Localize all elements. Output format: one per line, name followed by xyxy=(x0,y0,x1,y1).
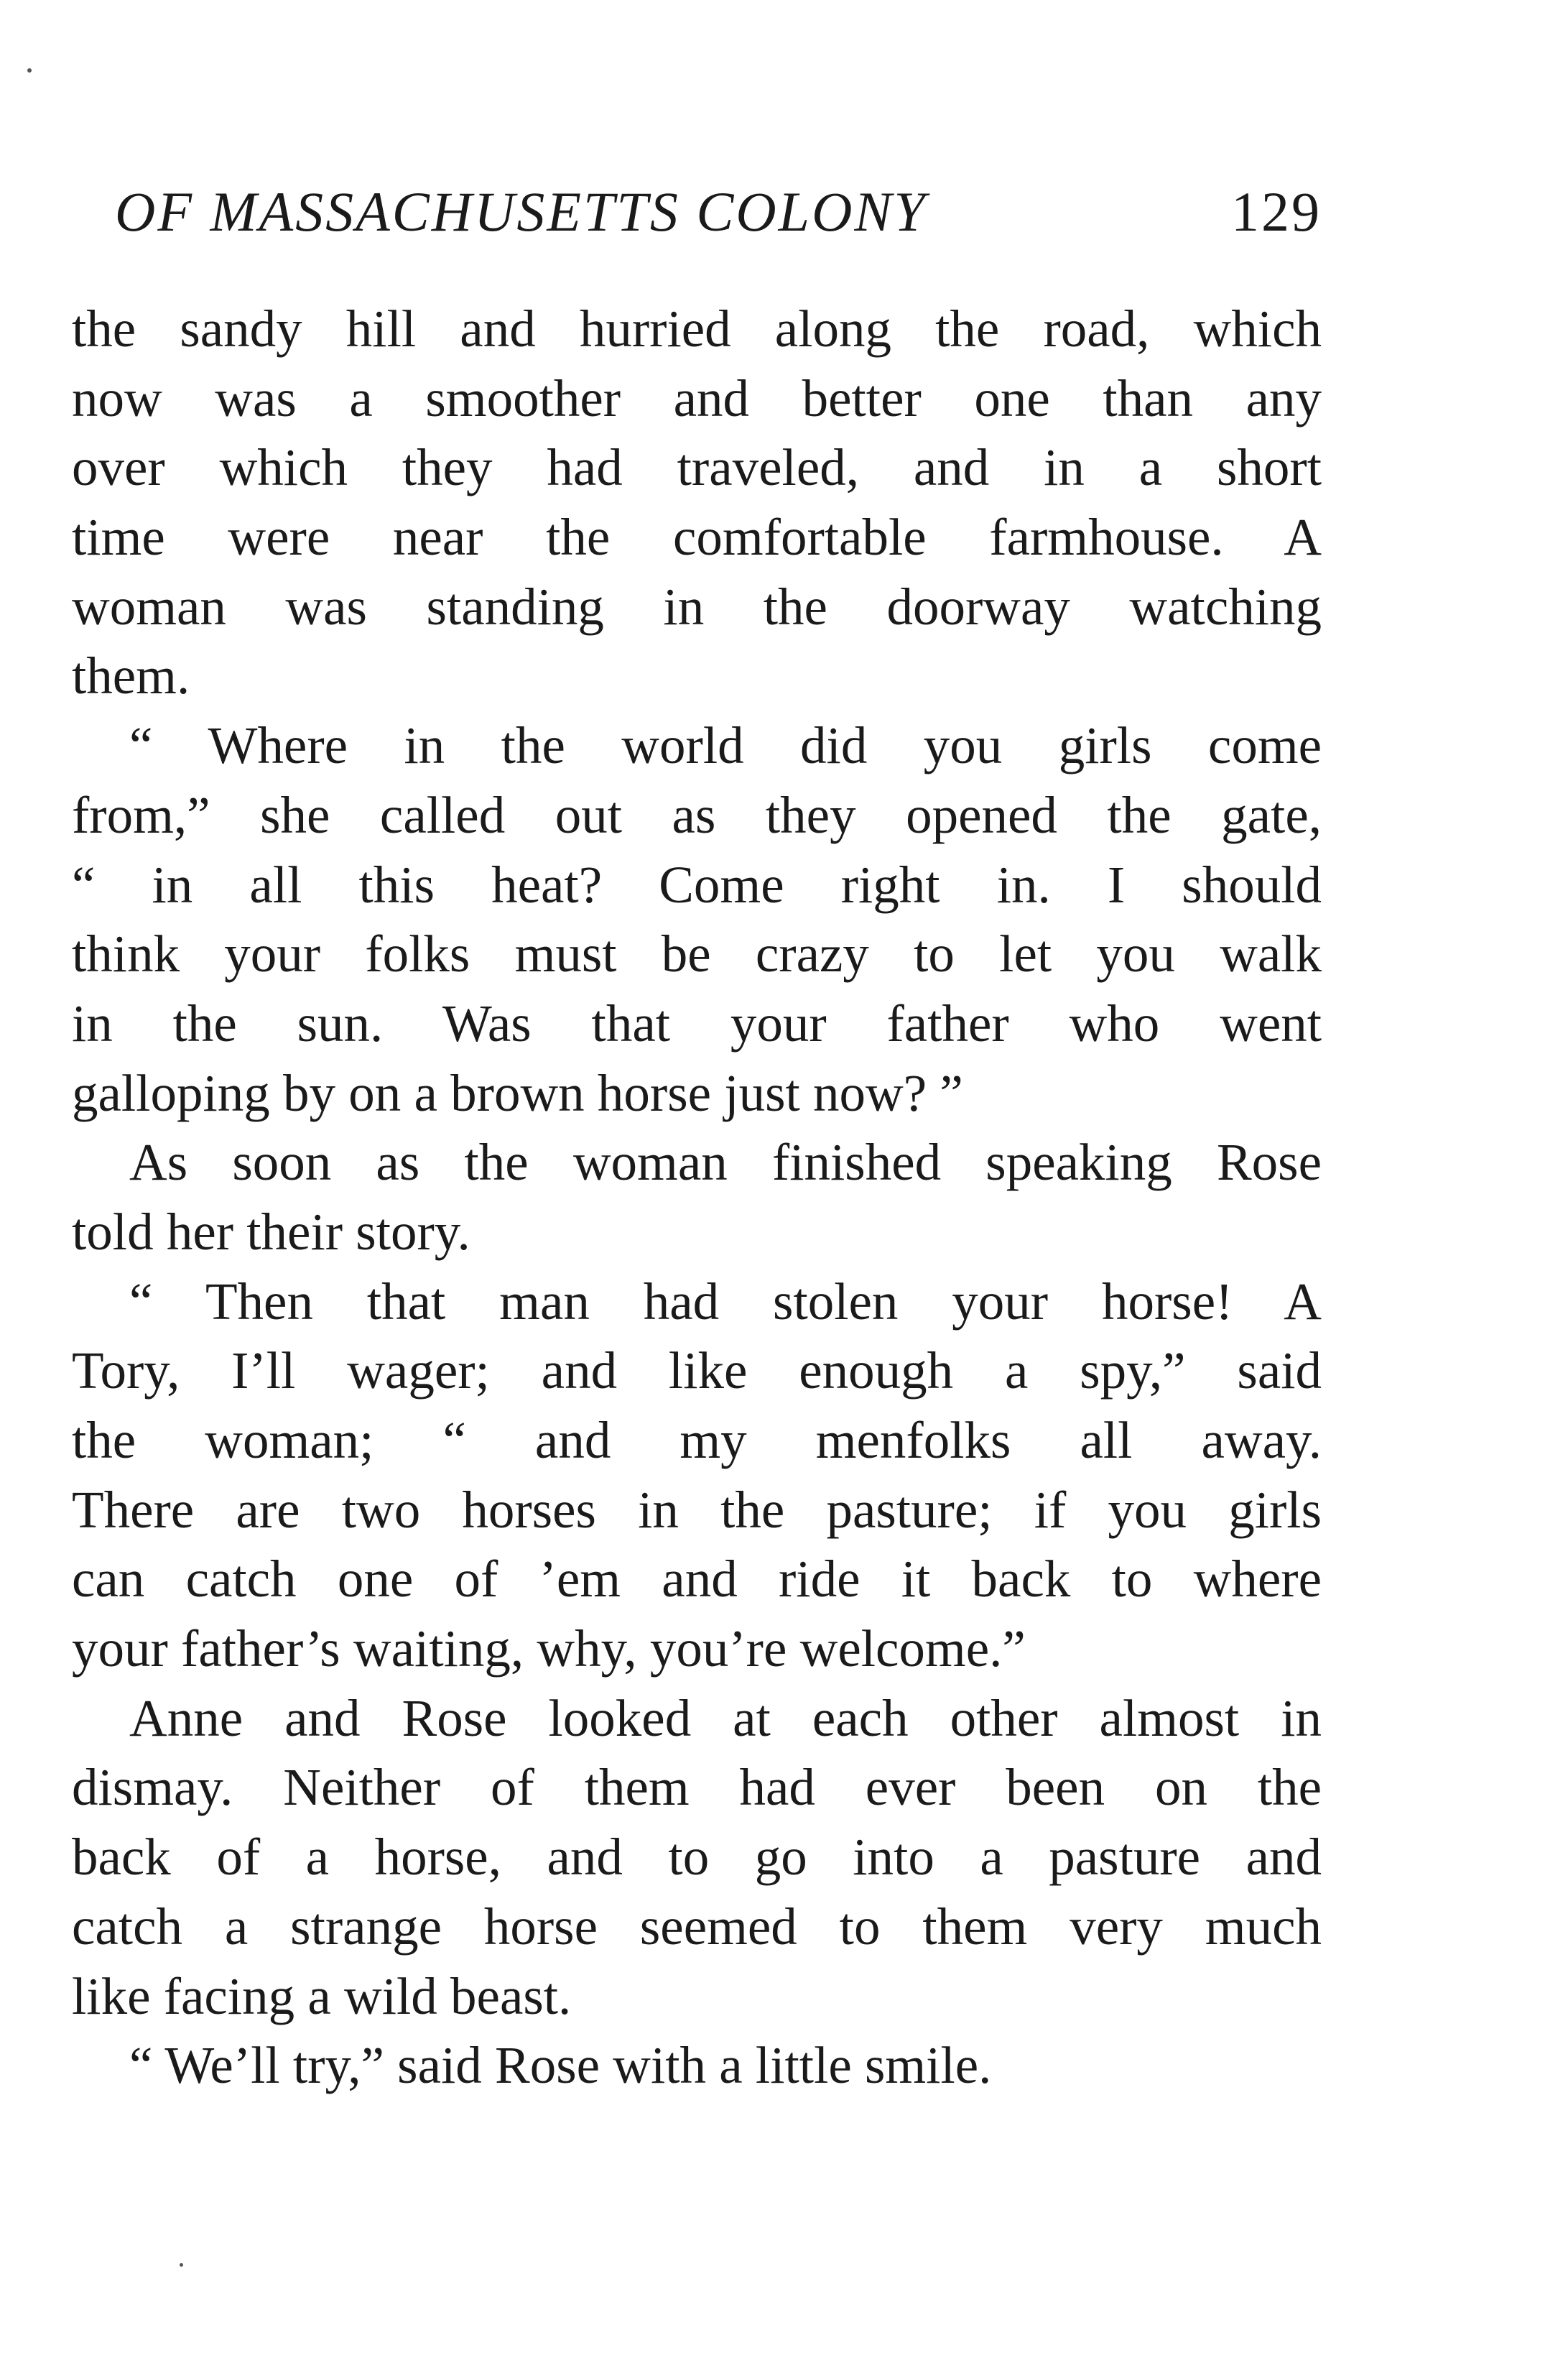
text-line: in the sun. Was that your father who went xyxy=(72,994,1322,1053)
text-line: “ Then that man had stolen your horse! A xyxy=(129,1272,1322,1331)
text-line: told her their story. xyxy=(72,1202,470,1261)
body-text xyxy=(72,295,1322,2101)
text-line: now was a smoother and better one than any xyxy=(72,369,1322,427)
text-line: the woman; “ and my menfolks all away. xyxy=(72,1411,1322,1469)
text-line: dismay. Neither of them had ever been on the xyxy=(72,1758,1322,1817)
text-line: Anne and Rose looked at each other almost in xyxy=(129,1688,1322,1747)
text-line: Tory, I’ll wager; and like enough a spy,” said xyxy=(72,1341,1322,1400)
text-line: “ We’ll try,” said Rose with a little smile. xyxy=(129,2036,992,2095)
running-head: OF MASSACHUSETTS COLONY xyxy=(115,180,927,243)
page-header xyxy=(115,180,1322,259)
text-line: back of a horse, and to go into a pasture and xyxy=(72,1828,1322,1887)
text-line: over which they had traveled, and in a short xyxy=(72,438,1322,497)
scan-speck xyxy=(27,68,32,73)
text-line: “ Where in the world did you girls come xyxy=(129,716,1322,775)
text-line: time were near the comfortable farmhouse. A xyxy=(72,508,1322,567)
text-line: As soon as the woman finished speaking Rose xyxy=(129,1133,1322,1192)
text-line: “ in all this heat? Come right in. I should xyxy=(72,855,1322,914)
text-line: the sandy hill and hurried along the road, which xyxy=(72,300,1322,358)
text-line: can catch one of ’em and ride it back to where xyxy=(72,1550,1322,1609)
text-line: like facing a wild beast. xyxy=(72,1966,572,2025)
page-number: 129 xyxy=(1231,180,1322,243)
text-line: galloping by on a brown horse just now? ” xyxy=(72,1063,963,1122)
text-line: your father’s waiting, why, you’re welcome.” xyxy=(72,1619,1026,1678)
text-line: There are two horses in the pasture; if you girls xyxy=(72,1480,1322,1539)
text-line: them. xyxy=(72,647,190,706)
text-line: woman was standing in the doorway watching xyxy=(72,577,1322,636)
text-line: think your folks must be crazy to let you walk xyxy=(72,925,1322,984)
text-line: from,” she called out as they opened the gate, xyxy=(72,785,1322,844)
scan-speck xyxy=(180,2263,183,2267)
text-line: catch a strange horse seemed to them very much xyxy=(72,1897,1322,1956)
